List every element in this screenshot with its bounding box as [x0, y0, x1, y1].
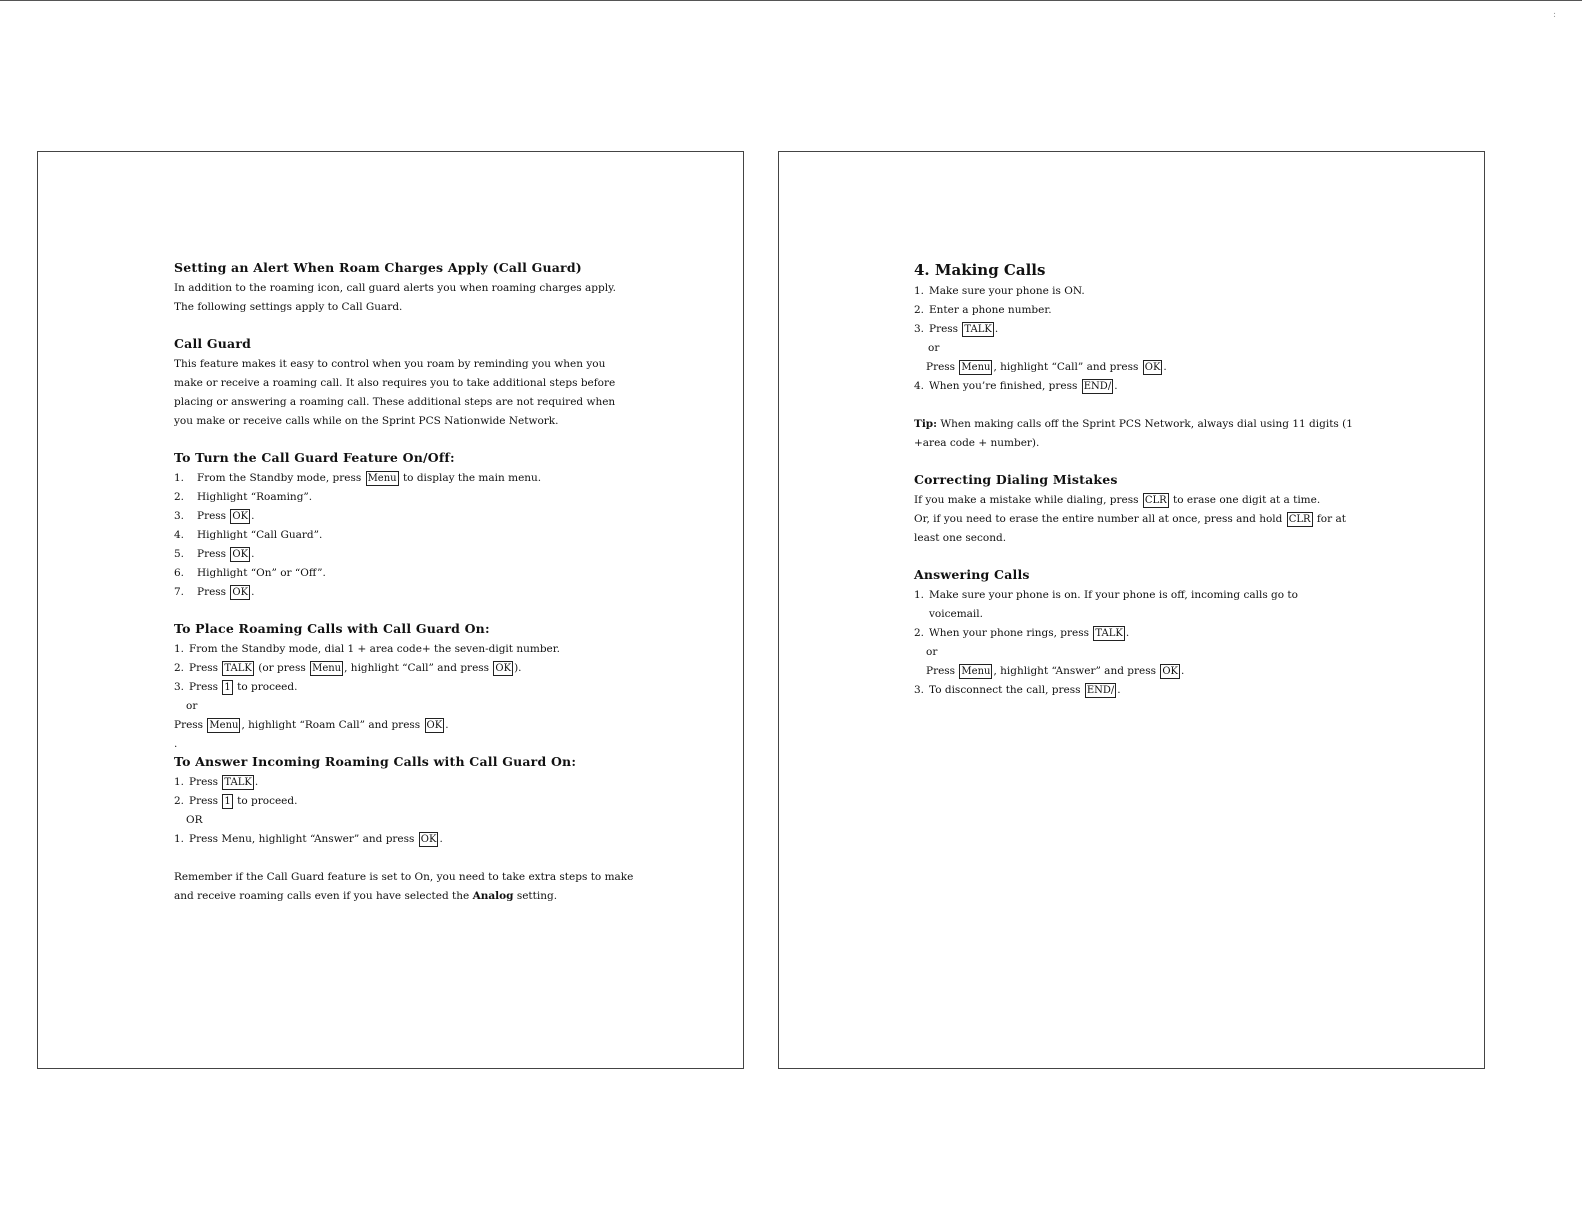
step-number: 2. — [914, 304, 925, 316]
call-guard-heading: Call Guard — [174, 336, 252, 351]
scan-top-border — [0, 0, 1582, 1]
step-text: Press — [189, 681, 222, 693]
step-number: 6. — [174, 567, 185, 579]
step-text: to display the main menu. — [399, 472, 542, 484]
menu-key: Menu — [312, 663, 342, 674]
tip-text: When making calls off the Sprint PCS Network, always dial using 11 digits (1 +area code + number). — [914, 418, 1353, 449]
tip-note — [914, 415, 1354, 453]
list-item — [174, 488, 634, 507]
step-text: Press — [174, 719, 207, 731]
alt-instruction — [914, 358, 1354, 377]
menu-key: Menu — [209, 720, 239, 731]
tip-section — [914, 415, 1354, 453]
turn-on-off-heading: To Turn the Call Guard Feature On/Off: — [174, 450, 455, 465]
list-item — [174, 564, 634, 583]
step-text: From the Standby mode, dial 1 + area code+ the seven-digit number. — [189, 643, 560, 655]
list-item — [914, 320, 1354, 339]
step-number: 4. — [174, 529, 185, 541]
step-text: Highlight “On” or “Off”. — [197, 567, 326, 579]
list-item — [914, 377, 1354, 396]
step-text: Enter a phone number. — [929, 304, 1052, 316]
step-text: . — [1125, 627, 1130, 639]
list-item — [174, 640, 634, 659]
step-text: (or press — [254, 662, 310, 674]
list-item — [914, 282, 1354, 301]
step-text: Make sure your phone is on. If your phone is off, incoming calls go to voicemail. — [929, 589, 1298, 620]
list-item — [914, 624, 1354, 643]
ok-key: OK — [232, 549, 249, 560]
step-text: , highlight “Roam Call” and press — [241, 719, 424, 731]
step-text: . — [439, 833, 443, 845]
step-text: From the Standby mode, press — [197, 472, 365, 484]
list-item — [914, 586, 1354, 624]
alt-instruction — [914, 662, 1354, 681]
ok-key: OK — [232, 587, 249, 598]
step-text: When your phone rings, press — [929, 627, 1093, 639]
answer-roaming-heading: To Answer Incoming Roaming Calls with Call Guard On: — [174, 754, 577, 769]
talk-key: TALK — [224, 663, 252, 674]
step-text: Press — [926, 665, 959, 677]
step-text: Press Menu, highlight “Answer” and press — [189, 833, 418, 845]
step-text: . — [445, 719, 449, 731]
step-text: Press — [197, 548, 230, 560]
clr-key: CLR — [1288, 514, 1311, 525]
left-page — [37, 151, 744, 1069]
correcting-line-1 — [914, 491, 1354, 510]
step-text: Highlight “Call Guard”. — [197, 529, 323, 541]
step-number: 1. — [174, 643, 185, 655]
step-number: 3. — [174, 681, 185, 693]
remember-section — [174, 868, 634, 906]
ok-key: OK — [232, 511, 249, 522]
step-text: Make sure your phone is ON. — [929, 285, 1085, 297]
answering-section — [914, 567, 1354, 700]
step-number: 2. — [174, 491, 185, 503]
correcting-heading: Correcting Dialing Mistakes — [914, 472, 1118, 487]
step-text: , highlight “Call” and press — [993, 361, 1142, 373]
stray-dot: . — [174, 738, 178, 750]
place-roaming-section — [174, 621, 634, 754]
step-number: 3. — [914, 684, 925, 696]
step-text: to proceed. — [233, 795, 298, 807]
step-number: 1. — [914, 589, 925, 601]
tip-label: Tip: — [914, 418, 938, 430]
note-text: setting. — [513, 890, 558, 902]
call-guard-text: This feature makes it easy to control when you roam by reminding you when you make or receive a roaming call. It also requires you to take additional steps before placing or answering a roaming call. These additional steps are not required when you make or receive calls while on the Sprint PCS Nationwide Network. — [174, 358, 616, 427]
ok-key: OK — [1162, 666, 1179, 677]
answering-steps — [914, 586, 1354, 643]
step-text: . — [1163, 361, 1167, 373]
step-text: to proceed. — [233, 681, 298, 693]
ok-key: OK — [426, 720, 443, 731]
list-item — [174, 507, 634, 526]
step-text: , highlight “Answer” and press — [993, 665, 1160, 677]
call-guard-intro: In addition to the roaming icon, call guard alerts you when roaming charges apply. The following settings apply to Call Guard. — [174, 282, 616, 313]
menu-key: Menu — [961, 362, 991, 373]
step-number: 7. — [174, 586, 185, 598]
step-text: to erase one digit at a time. — [1169, 494, 1321, 506]
ok-key: OK — [495, 663, 512, 674]
answering-final-step — [914, 681, 1354, 700]
corner-mark: : — [1552, 10, 1556, 20]
step-text: Press — [929, 323, 962, 335]
menu-key: Menu — [961, 666, 991, 677]
analog-term: Analog — [472, 890, 514, 902]
step-text: . — [1181, 665, 1185, 677]
step-number: 4. — [914, 380, 925, 392]
step-number: 5. — [174, 548, 185, 560]
making-calls-final-step — [914, 377, 1354, 396]
step-number: 2. — [174, 795, 185, 807]
list-item — [174, 792, 634, 811]
right-page-content — [914, 260, 1354, 719]
correcting-section — [914, 472, 1354, 548]
list-item — [174, 545, 634, 564]
step-text: . — [994, 323, 999, 335]
or-text: OR — [186, 814, 203, 826]
step-text: for at least one second. — [914, 513, 1346, 544]
step-text: Or, if you need to erase the entire number all at once, press and hold — [914, 513, 1286, 525]
step-number: 1. — [174, 472, 185, 484]
step-number: 2. — [914, 627, 925, 639]
step-text: Press — [189, 776, 222, 788]
list-item — [174, 526, 634, 545]
step-text: . — [251, 548, 255, 560]
step-text: . — [251, 510, 255, 522]
end-key: END/ — [1086, 685, 1115, 696]
alt-instruction — [174, 716, 634, 735]
list-item — [174, 678, 634, 697]
call-guard-title: Setting an Alert When Roam Charges Apply (Call Guard) — [174, 260, 582, 275]
right-page — [778, 151, 1485, 1069]
list-item — [174, 773, 634, 792]
step-text: To disconnect the call, press — [929, 684, 1084, 696]
step-number: 3. — [174, 510, 185, 522]
talk-key: TALK — [224, 777, 252, 788]
or-text: or — [926, 646, 938, 658]
talk-key: TALK — [964, 324, 992, 335]
one-key: 1 — [224, 796, 231, 807]
step-number: 1. — [174, 776, 185, 788]
place-roaming-heading: To Place Roaming Calls with Call Guard On: — [174, 621, 490, 636]
step-number: 3. — [914, 323, 925, 335]
remember-note — [174, 868, 634, 906]
step-text: Highlight “Roaming”. — [197, 491, 313, 503]
step-text: . — [1114, 380, 1118, 392]
ok-key: OK — [420, 834, 437, 845]
answer-roaming-alt-steps — [174, 830, 634, 849]
left-page-content — [174, 260, 634, 925]
turn-on-off-section — [174, 450, 634, 602]
step-text: Press — [197, 510, 230, 522]
making-calls-title: 4. Making Calls — [914, 261, 1046, 279]
one-key: 1 — [224, 682, 231, 693]
or-text: or — [928, 342, 940, 354]
step-number: 2. — [174, 662, 185, 674]
clr-key: CLR — [1144, 495, 1167, 506]
list-item — [914, 301, 1354, 320]
talk-key: TALK — [1095, 628, 1123, 639]
correcting-line-2 — [914, 510, 1354, 548]
step-text: . — [254, 776, 259, 788]
answer-roaming-steps — [174, 773, 634, 811]
answer-roaming-section — [174, 754, 634, 849]
making-calls-steps — [914, 282, 1354, 339]
call-guard-intro-section — [174, 260, 634, 317]
list-item — [174, 469, 634, 488]
step-text: ). — [514, 662, 522, 674]
step-number: 1. — [914, 285, 925, 297]
step-text: . — [251, 586, 255, 598]
ok-key: OK — [1144, 362, 1161, 373]
step-text: Press — [189, 795, 222, 807]
step-text: Press — [189, 662, 222, 674]
list-item — [914, 681, 1354, 700]
turn-on-off-steps — [174, 469, 634, 602]
or-text: or — [186, 700, 198, 712]
step-text: Press — [197, 586, 230, 598]
answering-heading: Answering Calls — [914, 567, 1030, 582]
call-guard-section — [174, 336, 634, 431]
place-roaming-steps — [174, 640, 634, 697]
step-text: , highlight “Call” and press — [344, 662, 493, 674]
step-text: Press — [926, 361, 959, 373]
step-text: When you’re finished, press — [929, 380, 1081, 392]
list-item — [174, 659, 634, 678]
step-text: If you make a mistake while dialing, press — [914, 494, 1142, 506]
menu-key: Menu — [367, 473, 397, 484]
list-item — [174, 830, 634, 849]
list-item — [174, 583, 634, 602]
step-text: . — [1117, 684, 1121, 696]
step-number: 1. — [174, 833, 185, 845]
note-text: Remember if the Call Guard feature is set to On, you need to take extra steps to make and receive roaming calls even if you have selected the — [174, 871, 634, 902]
end-key: END/ — [1083, 381, 1112, 392]
making-calls-section — [914, 260, 1354, 396]
